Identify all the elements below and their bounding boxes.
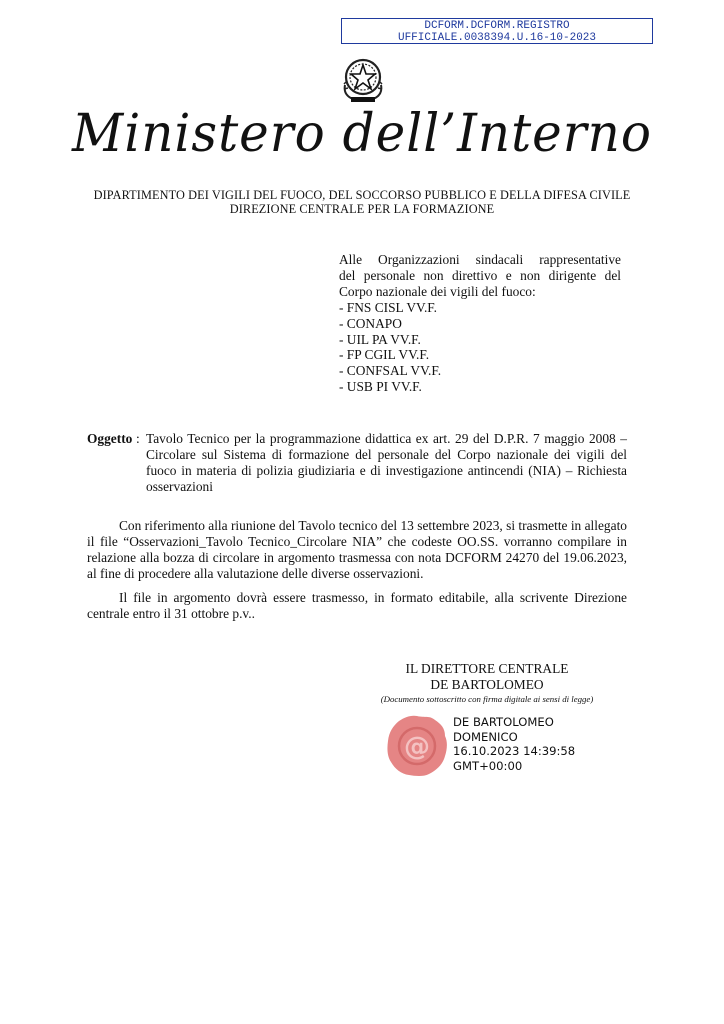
protocol-stamp-line1: DCFORM.DCFORM.REGISTRO bbox=[424, 20, 570, 32]
addressee-intro-line: Corpo nazionale dei vigili del fuoco: bbox=[339, 283, 536, 299]
union-item: - UIL PA VV.F. bbox=[339, 331, 421, 347]
addressee-intro-line: Alle Organizzazioni sindacali rappresentative bbox=[339, 252, 621, 267]
addressee-intro-line: del personale non direttivo e non dirigente del bbox=[339, 267, 621, 283]
body-paragraph: Con riferimento alla riunione del Tavolo tecnico del 13 settembre 2023, si trasmette in allegato il file “Osservazioni_Tavolo Tecnico_Circolare NIA” che codeste OO.SS. vorranno compilare in relazione alla bozza di circolare in argomento trasmessa con nota DCFORM 24270 del 19.06.2023, al fine di procedere alla valutazione delle diverse osservazioni. bbox=[87, 518, 627, 581]
digital-signature-seal-icon bbox=[385, 714, 449, 778]
svg-text:@: @ bbox=[404, 732, 430, 762]
signature-timezone: GMT+00:00 bbox=[453, 758, 523, 773]
signatory-title: IL DIRETTORE CENTRALE bbox=[405, 661, 569, 676]
ministry-title: Ministero dell’Interno bbox=[72, 102, 652, 164]
signer-surname: DE BARTOLOMEO bbox=[453, 715, 554, 729]
subject-text: Tavolo Tecnico per la programmazione didattica ex art. 29 del D.P.R. 7 maggio 2008 – Circolare sul Sistema di formazione del personale del Corpo nazionale dei vigili del fuoco in materia di polizia giudiziaria e di investigazione antincendi (NIA) – Richiesta osservazioni bbox=[146, 431, 627, 494]
signer-details bbox=[453, 715, 613, 773]
department-line: DIPARTIMENTO DEI VIGILI DEL FUOCO, DEL SOCCORSO PUBBLICO E DELLA DIFESA CIVILE bbox=[93, 188, 631, 202]
subject-colon: : bbox=[136, 431, 140, 446]
letter-body bbox=[87, 518, 627, 630]
subject-label: Oggetto bbox=[87, 431, 133, 446]
signatory-name: DE BARTOLOMEO bbox=[430, 677, 544, 692]
union-item: - CONAPO bbox=[339, 315, 402, 331]
signature-block bbox=[372, 661, 602, 693]
union-item: - USB PI VV.F. bbox=[339, 379, 422, 395]
signer-given-name: DOMENICO bbox=[453, 729, 518, 744]
addressee-block bbox=[339, 252, 621, 395]
protocol-stamp-line2: UFFICIALE.0038394.U.16-10-2023 bbox=[397, 32, 597, 44]
union-item: - CONFSAL VV.F. bbox=[339, 363, 442, 379]
direction-line: DIREZIONE CENTRALE PER LA FORMAZIONE bbox=[229, 202, 495, 216]
subject-block bbox=[87, 431, 627, 495]
union-item: - FNS CISL VV.F. bbox=[339, 299, 438, 315]
digital-signature-note: (Documento sottoscritto con firma digitale ai sensi di legge) bbox=[380, 694, 594, 704]
signature-timestamp: 16.10.2023 14:39:58 bbox=[453, 744, 576, 758]
department-header bbox=[0, 188, 724, 216]
body-paragraph: Il file in argomento dovrà essere trasmesso, in formato editabile, alla scrivente Direzione centrale entro il 31 ottobre p.v.. bbox=[87, 590, 627, 621]
protocol-stamp bbox=[341, 18, 653, 44]
italian-republic-emblem-icon bbox=[339, 55, 387, 105]
union-item: - FP CGIL VV.F. bbox=[339, 347, 430, 363]
